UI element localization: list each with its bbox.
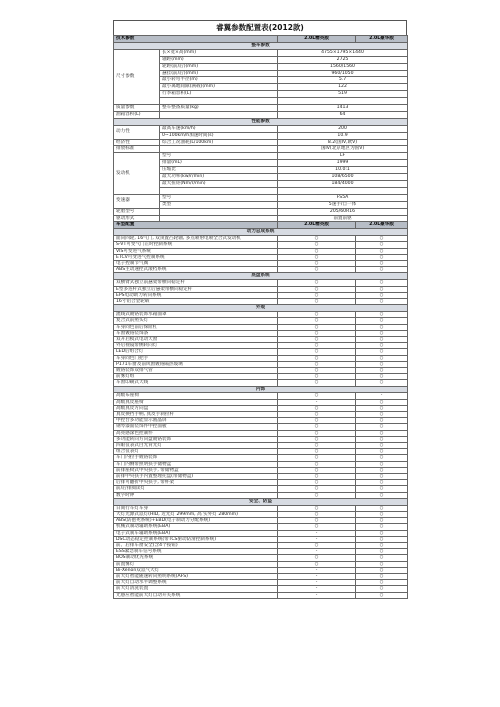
feature-mark: ○ xyxy=(356,543,408,549)
feature-mark: ○ xyxy=(278,374,356,380)
feature-mark: ○ xyxy=(356,449,408,455)
feature-mark: ○ xyxy=(278,330,356,336)
feature-name: 外后视镜带侧转向灯 xyxy=(114,343,278,349)
section-title: 性能参数 xyxy=(114,118,408,125)
feature-mark: ○ xyxy=(278,418,356,424)
spec-header-row xyxy=(114,36,408,43)
feature-mark: ○ xyxy=(356,574,408,580)
spec-group: 轮胎型号 xyxy=(114,208,160,215)
feature-mark: ○ xyxy=(278,318,356,324)
feature-name: DSC动态稳定控制系统(带TCS驱动防滑控制系统) xyxy=(114,536,278,542)
spec-value: 205/60R16 xyxy=(278,208,408,215)
feature-mark: ○ xyxy=(356,461,408,467)
spec-value: 64 xyxy=(278,111,408,118)
feature-mark: ○ xyxy=(278,512,356,518)
feature-name: 前、后排车窗安全(含4个按钮) xyxy=(114,543,278,549)
spec-value: 国IV(北京地区为国V) xyxy=(278,146,408,153)
feature-mark: ○ xyxy=(356,355,408,361)
feature-mark: ○ xyxy=(356,492,408,498)
feature-name: 双横臂式独立前悬架带横向稳定杆 xyxy=(114,280,278,286)
spec-group: 尺寸参数 xyxy=(114,49,160,104)
feature-name: EPS电动助力转向系统 xyxy=(114,292,278,298)
feature-mark: ○ xyxy=(278,248,356,254)
feature-mark: - xyxy=(356,393,408,399)
spec-row xyxy=(114,111,408,118)
feature-mark: ○ xyxy=(356,236,408,242)
spec-value: 1999 xyxy=(278,160,408,167)
feature-mark: ○ xyxy=(356,343,408,349)
feature-mark: ○ xyxy=(356,312,408,318)
feature-name: 车门内侧带照明扶手储物盒 xyxy=(114,461,278,467)
feature-mark: ○ xyxy=(356,418,408,424)
spec-label: 0~100km/h加速时间(s) xyxy=(160,132,278,139)
spec-label: 最小转弯半径(m) xyxy=(160,77,278,84)
spec-group: 质量参数 xyxy=(114,105,160,112)
feature-mark: ○ xyxy=(278,292,356,298)
spec-label: 最大扭矩(Nm/r/min) xyxy=(160,181,278,188)
spec-group: 驱动形式 xyxy=(114,215,160,222)
feature-mark: ○ xyxy=(356,518,408,524)
feature-mark: ○ xyxy=(278,555,356,561)
feature-name: LED后组合灯 xyxy=(114,349,278,355)
feature-name: 流线式镀铬装饰水箱面罩 xyxy=(114,312,278,318)
section-row xyxy=(114,118,408,125)
spec-value: 108/6500 xyxy=(278,174,408,181)
feature-name: 双开启模式电动天窗 xyxy=(114,336,278,342)
feature-name: 真皮换挡手柄, 真皮手刹拉杆 xyxy=(114,412,278,418)
feature-mark: - xyxy=(278,574,356,580)
feature-mark: ○ xyxy=(278,505,356,511)
spec-value: LF xyxy=(278,153,408,160)
feature-mark: ○ xyxy=(278,393,356,399)
feature-mark: ○ xyxy=(278,455,356,461)
feature-name: 后排可翻折中央扶手, 带杯架 xyxy=(114,480,278,486)
feature-mark: ○ xyxy=(356,567,408,573)
feature-mark: ○ xyxy=(278,324,356,330)
feature-name: 车窗镀铬装饰条 xyxy=(114,330,278,336)
feature-name: 数字时钟 xyxy=(114,492,278,498)
spec-label: 压缩比 xyxy=(160,167,278,174)
spec-label: 最小离地间隙(满载)(mm) xyxy=(160,84,278,91)
feature-name: 电子控制节气阀 xyxy=(114,261,278,267)
section-row xyxy=(114,229,408,236)
spec-value: 4755×1795×1440 xyxy=(278,49,408,56)
feature-name: 前排座椅式中央扶手, 带储物盒 xyxy=(114,467,278,473)
feature-name: 车窗印刷式天线 xyxy=(114,380,278,386)
section-row xyxy=(114,273,408,280)
spec-value xyxy=(278,187,408,194)
feature-name: 四眼仪表式白光背光灯 xyxy=(114,443,278,449)
feature-mark: ○ xyxy=(278,561,356,567)
feature-mark: ○ xyxy=(356,480,408,486)
feature-mark: ○ xyxy=(356,436,408,442)
feature-mark: - xyxy=(278,536,356,542)
spec-label: 综合工况油耗(L/100km) xyxy=(160,139,278,146)
section-row xyxy=(114,305,408,312)
feature-mark: ○ xyxy=(278,436,356,442)
spec-value: 5速手/自一体 xyxy=(278,201,408,208)
feature-mark: ○ xyxy=(356,455,408,461)
spec-row xyxy=(114,125,408,132)
spec-header-label: 技术参数 xyxy=(114,36,278,43)
spec-row xyxy=(114,139,408,146)
spec-label xyxy=(160,215,278,222)
feature-mark: ○ xyxy=(356,486,408,492)
feature-name: 前大灯智能随速转向照明系统(AFS) xyxy=(114,574,278,580)
model-col-1: 2.0L精英版 xyxy=(278,222,356,229)
feature-mark: ○ xyxy=(356,361,408,367)
feature-mark: ○ xyxy=(356,248,408,254)
feature-name: ESS紧急刹车信号系统 xyxy=(114,549,278,555)
spec-group: 发动机 xyxy=(114,153,160,194)
spec-label: 型号 xyxy=(160,153,278,160)
model-col-2: 2.0L豪华版 xyxy=(356,36,408,43)
spec-value: 122 xyxy=(278,84,408,91)
feature-mark: - xyxy=(278,399,356,405)
feature-mark: ○ xyxy=(356,399,408,405)
feature-mark: ○ xyxy=(278,343,356,349)
feature-mark: ○ xyxy=(356,330,408,336)
feature-mark: ○ xyxy=(278,367,356,373)
spec-value: 前置前驱 xyxy=(278,215,408,222)
feature-mark: - xyxy=(278,530,356,536)
feature-mark: ○ xyxy=(278,424,356,430)
spec-value: 10.9 xyxy=(278,132,408,139)
feature-mark: ○ xyxy=(278,480,356,486)
feature-mark: ○ xyxy=(278,312,356,318)
section-row xyxy=(114,498,408,505)
spec-label xyxy=(160,208,278,215)
feature-mark: ○ xyxy=(356,505,408,511)
feature-name: P171车窗及前风窗镀铬隔热玻璃 xyxy=(114,361,278,367)
feature-name: 前置雾灯 xyxy=(114,561,278,567)
spec-label xyxy=(160,98,278,105)
feature-mark: ○ xyxy=(356,580,408,586)
feature-name: 16寸铝合金轮毂 xyxy=(114,298,278,304)
feature-name: S-VT可变气门正时控制系统 xyxy=(114,242,278,248)
feature-mark: ○ xyxy=(278,467,356,473)
feature-mark: ○ xyxy=(278,461,356,467)
feature-mark: ○ xyxy=(278,543,356,549)
feature-mark: ○ xyxy=(356,380,408,386)
section-title: 整车参数 xyxy=(114,42,408,49)
section-title: 内饰 xyxy=(114,386,408,393)
feature-mark: ○ xyxy=(278,355,356,361)
feature-mark: ○ xyxy=(356,280,408,286)
spec-value: 960/1050 xyxy=(278,70,408,77)
feature-mark: ○ xyxy=(278,254,356,260)
config-row xyxy=(114,592,408,598)
feature-name: 大灯光源式氙灯(HID, 近光灯 299mm, 高 实外灯 280mm) xyxy=(114,512,278,518)
feature-mark: ○ xyxy=(356,286,408,292)
feature-mark: ○ xyxy=(278,349,356,355)
feature-name: 前大灯清洗装置 xyxy=(114,586,278,592)
feature-name: 组合仪表灯 xyxy=(114,449,278,455)
feature-name: 高级真皮方向盘 xyxy=(114,405,278,411)
spec-value: 10.0:1 xyxy=(278,167,408,174)
spec-value xyxy=(278,98,408,105)
model-col-2: 2.0L豪华版 xyxy=(356,222,408,229)
spec-label xyxy=(160,111,278,118)
feature-name: ETCV可变进气控制系统 xyxy=(114,254,278,260)
section-row xyxy=(114,386,408,393)
feature-mark: - xyxy=(278,580,356,586)
feature-mark: ○ xyxy=(278,298,356,304)
feature-mark: ○ xyxy=(278,267,356,273)
feature-name: 面向四轮, 16气门, 双顶置凸轮轴, 多点喷射电喷全合式发动机 xyxy=(114,236,278,242)
spec-label xyxy=(160,146,278,153)
spec-label: 轴距(mm) xyxy=(160,56,278,63)
feature-mark: ○ xyxy=(278,261,356,267)
feature-name: 机械式制动辅助系统(EBA) xyxy=(114,524,278,530)
feature-mark: ○ xyxy=(278,242,356,248)
feature-name: 高亮感深色控制件 xyxy=(114,430,278,436)
config-header-label: 车型配置 xyxy=(114,222,278,229)
feature-mark: ○ xyxy=(356,561,408,567)
model-col-1: 2.0L精英版 xyxy=(278,36,356,43)
feature-mark: ○ xyxy=(278,405,356,411)
spec-group: 动力性 xyxy=(114,125,160,139)
spec-value: 200 xyxy=(278,125,408,132)
feature-mark: ○ xyxy=(278,361,356,367)
spec-label: 最大功率(kw/r/min) xyxy=(160,174,278,181)
feature-mark: ○ xyxy=(278,443,356,449)
spec-row xyxy=(114,153,408,160)
feature-name: 车身同色门把手 xyxy=(114,355,278,361)
feature-name: 前/后排阅读灯 xyxy=(114,486,278,492)
spec-table xyxy=(113,35,408,599)
spec-label: 排量(mL) xyxy=(160,160,278,167)
spec-value: 1560/1560 xyxy=(278,63,408,70)
feature-mark: ○ xyxy=(356,336,408,342)
feature-name: VIS可变进气系统 xyxy=(114,248,278,254)
feature-name: E型多连杆式独立后悬架带横向稳定杆 xyxy=(114,286,278,292)
spec-value: FS5A xyxy=(278,194,408,201)
feature-mark: ○ xyxy=(278,412,356,418)
feature-name: 多功能转向方向盘镀铬装饰 xyxy=(114,436,278,442)
feature-mark: ○ xyxy=(356,586,408,592)
feature-mark: - xyxy=(278,586,356,592)
section-row xyxy=(114,42,408,49)
feature-mark: ○ xyxy=(278,474,356,480)
feature-mark: ○ xyxy=(356,318,408,324)
feature-mark: ○ xyxy=(356,430,408,436)
feature-mark: ○ xyxy=(278,492,356,498)
feature-mark: ○ xyxy=(278,380,356,386)
feature-name: Bi-Xenon双氙气大灯 xyxy=(114,567,278,573)
feature-mark: ○ xyxy=(356,524,408,530)
feature-mark: ○ xyxy=(356,530,408,536)
spec-value: 519 xyxy=(278,91,408,98)
spec-group: 油箱容积(L) xyxy=(114,111,160,118)
spec-sheet xyxy=(113,20,407,599)
feature-mark: ○ xyxy=(356,412,408,418)
feature-mark: ○ xyxy=(278,524,356,530)
feature-mark: ○ xyxy=(356,536,408,542)
feature-mark: ○ xyxy=(356,467,408,473)
section-title: 底盘系统 xyxy=(114,273,408,280)
feature-name: 车身同色前后保险杠 xyxy=(114,324,278,330)
feature-mark: ○ xyxy=(278,236,356,242)
feature-mark: ○ xyxy=(356,267,408,273)
spec-label: 类型 xyxy=(160,201,278,208)
spec-row xyxy=(114,208,408,215)
feature-mark: - xyxy=(278,567,356,573)
spec-label: 行李箱容积(L) xyxy=(160,91,278,98)
section-title: 外观 xyxy=(114,305,408,312)
spec-row xyxy=(114,146,408,153)
feature-mark: ○ xyxy=(356,405,408,411)
feature-name: 镀铬装饰双排气管 xyxy=(114,367,278,373)
feature-name: 复合式前照头灯 xyxy=(114,318,278,324)
spec-label xyxy=(160,187,278,194)
spec-row xyxy=(114,215,408,222)
feature-mark: - xyxy=(278,549,356,555)
feature-name: BOS制动优先系统 xyxy=(114,555,278,561)
spec-row xyxy=(114,105,408,112)
feature-name: 高级布座椅 xyxy=(114,393,278,399)
feature-mark: ○ xyxy=(278,449,356,455)
config-header-row xyxy=(114,222,408,229)
feature-mark: ○ xyxy=(356,367,408,373)
spec-label: 长×宽×高(mm) xyxy=(160,49,278,56)
feature-mark: ○ xyxy=(356,555,408,561)
feature-mark: ○ xyxy=(278,336,356,342)
feature-mark: ○ xyxy=(356,474,408,480)
spec-label: 型号 xyxy=(160,194,278,201)
feature-mark: ○ xyxy=(278,280,356,286)
spec-value: 5.7 xyxy=(278,77,408,84)
feature-name: 钢琴漆面装饰件中控面板 xyxy=(114,424,278,430)
feature-mark: ○ xyxy=(356,298,408,304)
feature-mark: ○ xyxy=(278,430,356,436)
feature-mark: ○ xyxy=(356,292,408,298)
feature-name: 高级真皮座椅 xyxy=(114,399,278,405)
spec-value: 184/4000 xyxy=(278,181,408,188)
feature-name: 日间行车灯车身 xyxy=(114,505,278,511)
feature-name: ABS(防抱死系统)+EBD(电子制动力分配系统) xyxy=(114,518,278,524)
spec-value: 2725 xyxy=(278,56,408,63)
feature-mark: ○ xyxy=(356,592,408,598)
feature-mark: ○ xyxy=(356,424,408,430)
spec-label: 悬挂(前/后)(mm) xyxy=(160,70,278,77)
section-title: 安全、防盗 xyxy=(114,498,408,505)
feature-mark: - xyxy=(278,592,356,598)
feature-mark: ○ xyxy=(356,374,408,380)
feature-name: 前雾灯组 xyxy=(114,374,278,380)
feature-name: 电子式刹车辅助系统(EBA) xyxy=(114,530,278,536)
feature-mark: ○ xyxy=(278,518,356,524)
spec-label: 最高车速(km/h) xyxy=(160,125,278,132)
feature-name: ABS主动速控式滚档系统 xyxy=(114,267,278,273)
feature-mark: ○ xyxy=(356,349,408,355)
feature-mark: ○ xyxy=(356,254,408,260)
spec-label: 轮距(前/后)(mm) xyxy=(160,63,278,70)
spec-value: 1413 xyxy=(278,105,408,112)
spec-row xyxy=(114,194,408,201)
feature-name: 中控台多功能显示液晶屏 xyxy=(114,418,278,424)
spec-label: 整车整备质量(kg) xyxy=(160,105,278,112)
feature-mark: ○ xyxy=(356,261,408,267)
feature-name: 前大灯自动水平调整系统 xyxy=(114,580,278,586)
spec-group: 经济性 xyxy=(114,139,160,146)
feature-mark: ○ xyxy=(278,486,356,492)
feature-mark: ○ xyxy=(356,443,408,449)
feature-mark: ○ xyxy=(356,242,408,248)
feature-mark: ○ xyxy=(356,324,408,330)
feature-name: 车门内拉手镀铬装饰 xyxy=(114,455,278,461)
feature-name: 光感应智能前大灯自动开关系统 xyxy=(114,592,278,598)
spec-group: 排放标准 xyxy=(114,146,160,153)
feature-mark: ○ xyxy=(356,512,408,518)
spec-value: 8.2(国IV,欧V) xyxy=(278,139,408,146)
feature-mark: ○ xyxy=(356,549,408,555)
feature-name: 前排中央扶手内置整理托盘(带储物盒) xyxy=(114,474,278,480)
spec-group: 变速器 xyxy=(114,194,160,208)
section-title: 动力总成系统 xyxy=(114,229,408,236)
sheet-title: 睿翼参数配置表(2012款) xyxy=(113,20,407,35)
spec-row xyxy=(114,49,408,56)
feature-mark: ○ xyxy=(278,286,356,292)
